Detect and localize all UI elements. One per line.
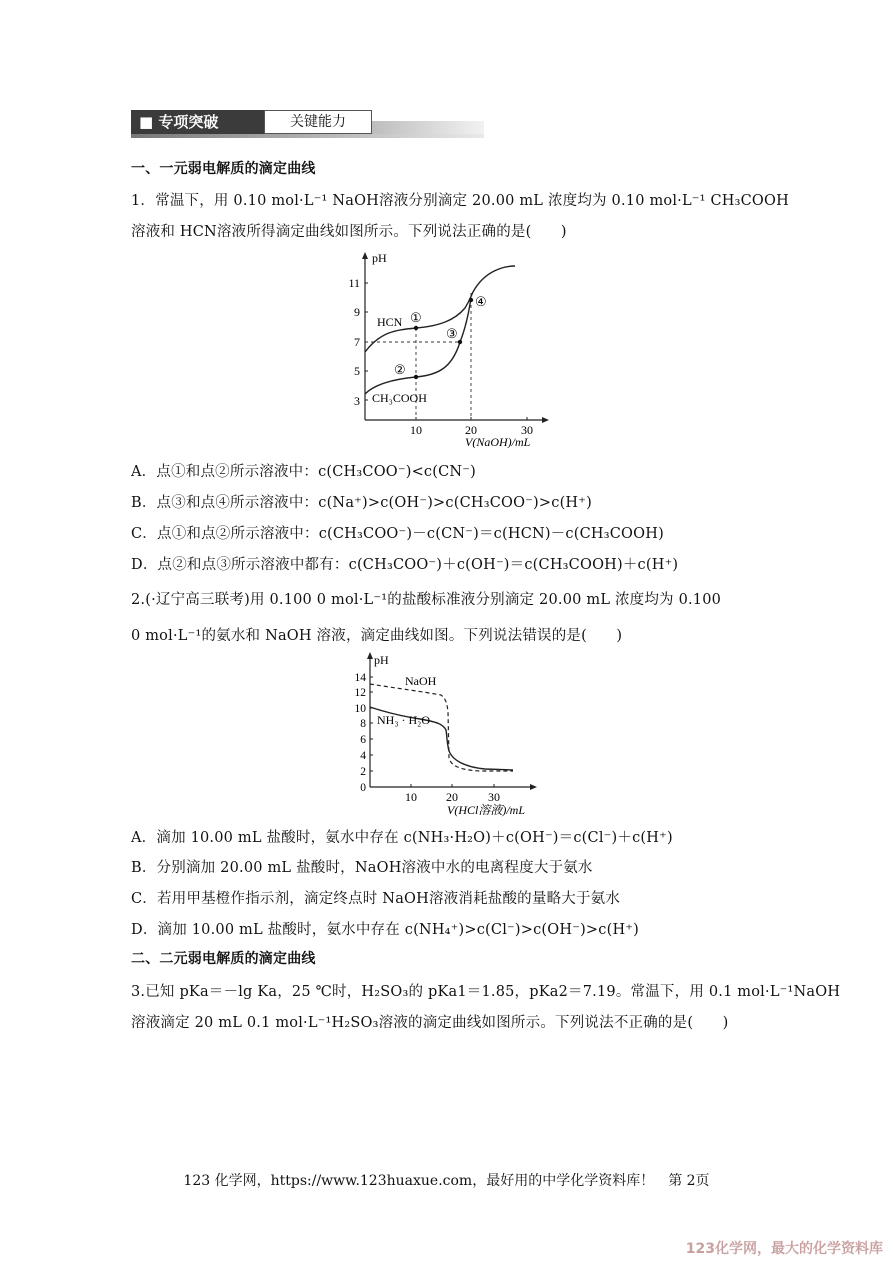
chart1-point (458, 340, 462, 344)
chart2-ytick: 12 (354, 687, 366, 699)
chart1-curve-hcn (365, 266, 515, 352)
chart1-xlabel: V(NaOH)/mL (465, 435, 531, 448)
chart1-titration-naoh (340, 248, 560, 448)
chart2-ylabel: pH (374, 653, 389, 667)
chart1-xtick: 30 (521, 423, 533, 437)
chart2-ytick: 6 (360, 734, 366, 746)
q2-option-a: A．滴加 10.00 mL 盐酸时，氨水中存在 c(NH₃·H₂O)＋c(OH⁻)＝c(Cl⁻)＋c(H⁺) (131, 830, 673, 846)
q1-option-a: A．点①和点②所示溶液中：c(CH₃COO⁻)<c(CN⁻) (131, 464, 477, 480)
chart1-ytick: 5 (354, 364, 360, 378)
page-footer: 123 化学网，https://www.123huaxue.com，最好用的中学化学资料库！ 第 2页 (183, 1173, 710, 1189)
chart2-label-nh3: NH₃ · H₂O (377, 713, 431, 727)
chart1-point-label: ② (394, 362, 406, 377)
chart1-ytick: 9 (354, 305, 360, 319)
section2-title: 二、二元弱电解质的滴定曲线 (131, 951, 316, 967)
q1-option-c: C．点①和点②所示溶液中：c(CH₃COO⁻)－c(CN⁻)＝c(HCN)－c(CH₃COOH) (131, 526, 664, 542)
chart2-ytick: 2 (360, 766, 366, 778)
chart2-xlabel: V(HCl溶液)/mL (447, 803, 526, 817)
chart1-label-ch3cooh: CH₃COOH (372, 391, 427, 405)
chart2-ytick: 8 (360, 718, 366, 730)
q2-stem-line1: 2.(·辽宁高三联考)用 0.100 0 mol·L⁻¹的盐酸标准液分别滴定 20.00 mL 浓度均为 0.100 (131, 592, 722, 608)
chart1-point (414, 375, 418, 379)
chart1-xtick: 10 (410, 423, 422, 437)
chart1-ylabel: pH (372, 251, 387, 265)
chart2-xtick: 10 (405, 790, 417, 804)
section1-title: 一、一元弱电解质的滴定曲线 (131, 161, 316, 177)
chart2-ytick: 0 (360, 782, 366, 794)
q1-option-d: D．点②和点③所示溶液中都有：c(CH₃COO⁻)＋c(OH⁻)＝c(CH₃COOH)＋c(H⁺) (131, 557, 679, 573)
q1-stem-line1: 1．常温下，用 0.10 mol·L⁻¹ NaOH溶液分别滴定 20.00 mL 浓度均为 0.10 mol·L⁻¹ CH₃COOH (131, 193, 789, 209)
chart2-curve-naoh (370, 684, 513, 771)
chart1-ytick: 11 (348, 276, 360, 290)
chart2-ytick: 4 (360, 750, 366, 762)
chart2-xtick: 30 (488, 790, 500, 804)
chart2-ytick: 10 (354, 703, 366, 715)
q2-option-d: D．滴加 10.00 mL 盐酸时，氨水中存在 c(NH₄⁺)>c(Cl⁻)>c(OH⁻)>c(H⁺) (131, 922, 640, 938)
chart1-label-hcn: HCN (377, 315, 403, 329)
q3-stem-line1: 3.已知 pKa＝－lg Ka，25 ℃时，H₂SO₃的 pKa1＝1.85，pKa2＝7.19。常温下，用 0.1 mol·L⁻¹NaOH (131, 984, 841, 1000)
q1-option-b: B．点③和点④所示溶液中：c(Na⁺)>c(OH⁻)>c(CH₃COO⁻)>c(H⁺) (131, 495, 592, 511)
chart1-point-label: ③ (446, 326, 458, 341)
watermark: 123化学网，最大的化学资料库 (685, 1241, 883, 1257)
chart2-ytick: 14 (354, 672, 366, 684)
section-banner-light: 关键能力 (264, 110, 372, 134)
chart2-xtick: 20 (446, 790, 458, 804)
chart1-ytick: 7 (354, 335, 360, 349)
chart1-point (469, 298, 473, 302)
chart2-label-naoh: NaOH (405, 674, 437, 688)
banner-decoration (372, 121, 484, 135)
q2-option-b: B．分别滴加 20.00 mL 盐酸时，NaOH溶液中水的电离程度大于氨水 (131, 860, 593, 876)
chart1-ytick: 3 (354, 394, 360, 408)
chart2-titration-hcl (345, 650, 545, 818)
chart1-point (414, 326, 418, 330)
chart1-point-label: ④ (475, 294, 487, 309)
q1-stem-line2: 溶液和 HCN溶液所得滴定曲线如图所示。下列说法正确的是( ) (131, 224, 567, 240)
q2-stem-line2: 0 mol·L⁻¹的氨水和 NaOH 溶液，滴定曲线如图。下列说法错误的是( ) (131, 628, 623, 644)
q2-option-c: C．若用甲基橙作指示剂，滴定终点时 NaOH溶液消耗盐酸的量略大于氨水 (131, 891, 621, 907)
section-banner-dark: ■ 专项突破 (131, 110, 264, 134)
chart1-point-label: ① (410, 310, 422, 325)
q3-stem-line2: 溶液滴定 20 mL 0.1 mol·L⁻¹H₂SO₃溶液的滴定曲线如图所示。下列说法不正确的是( ) (131, 1015, 729, 1031)
banner-underline (131, 134, 484, 138)
chart1-xtick: 20 (465, 423, 477, 437)
